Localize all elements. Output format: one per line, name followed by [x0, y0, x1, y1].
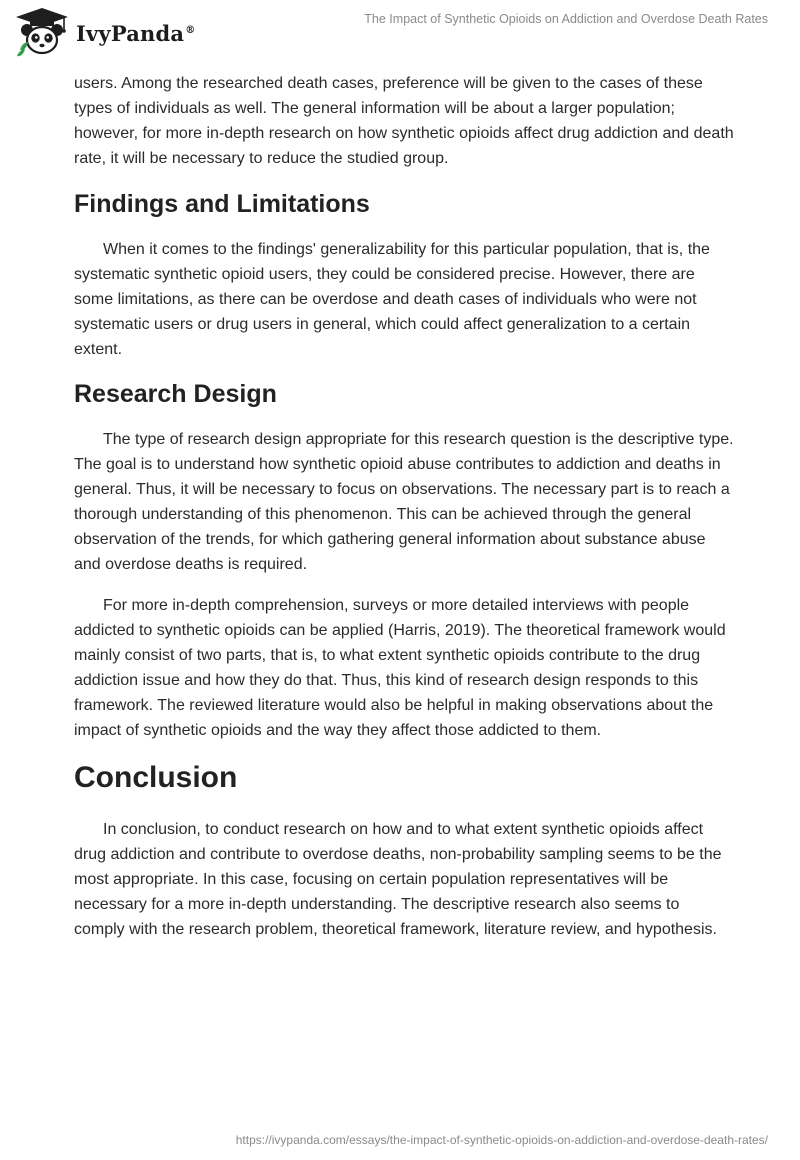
- findings-heading: Findings and Limitations: [74, 190, 370, 218]
- essay-content: [74, 71, 734, 942]
- brand-registered-mark: ®: [185, 24, 196, 36]
- source-url-link[interactable]: https://ivypanda.com/essays/the-impact-of-synthetic-opioids-on-addiction-and-overdose-death-rates/: [235, 1133, 768, 1147]
- brand-logo[interactable]: [14, 6, 195, 58]
- research-design-paragraph-2: For more in-depth comprehension, surveys or more detailed interviews with people addicted to synthetic opioids can be applied (Harris, 2019). The theoretical framework would mainly consist of two parts, that is, to what extent synthetic opioids contribute to the drug addiction issue and how they do that. Thus, this kind of research design responds to this framework. The reviewed literature would also be helpful in making observations about the impact of synthetic opioids and the way they affect those addicted to them.: [74, 597, 726, 739]
- panda-graduate-logo-icon: [14, 6, 70, 58]
- conclusion-paragraph: In conclusion, to conduct research on how and to what extent synthetic opioids affect drug addiction and contribute to overdose deaths, non-probability sampling seems to be the most appropriate. In this case, focusing on certain population representatives will be necessary for a more in-depth understanding. The descriptive research also seems to comply with the research problem, theoretical framework, literature review, and hypothesis.: [74, 821, 722, 938]
- research-design-heading: Research Design: [74, 380, 277, 408]
- page-header: [0, 0, 800, 64]
- intro-paragraph: users. Among the researched death cases, preference will be given to the cases of these types of individuals as well. The general information will be about a larger population; however, for more in-depth research on how synthetic opioids affect drug addiction and death rate, it will be necessary to reduce the studied group.: [74, 75, 734, 167]
- research-design-paragraph-1: The type of research design appropriate for this research question is the descriptive type. The goal is to understand how synthetic opioid abuse contributes to addiction and deaths in general. Thus, it will be necessary to focus on observations. The necessary part is to reach a thorough understanding of this phenomenon. This can be achieved through the general observation of the trends, for which gathering general information about substance abuse and overdose deaths is required.: [74, 431, 734, 573]
- brand-name-text: IvyPanda: [76, 20, 185, 46]
- findings-paragraph: When it comes to the findings' generalizability for this particular population, that is, the systematic synthetic opioid users, they could be considered precise. However, there are some limitations, as there can be overdose and death cases of individuals who were not systematic users or drug users in general, which could affect generalization to a certain extent.: [74, 241, 710, 358]
- document-title: The Impact of Synthetic Opioids on Addiction and Overdose Death Rates: [364, 12, 768, 26]
- conclusion-heading: Conclusion: [74, 761, 238, 794]
- brand-name: [76, 21, 195, 46]
